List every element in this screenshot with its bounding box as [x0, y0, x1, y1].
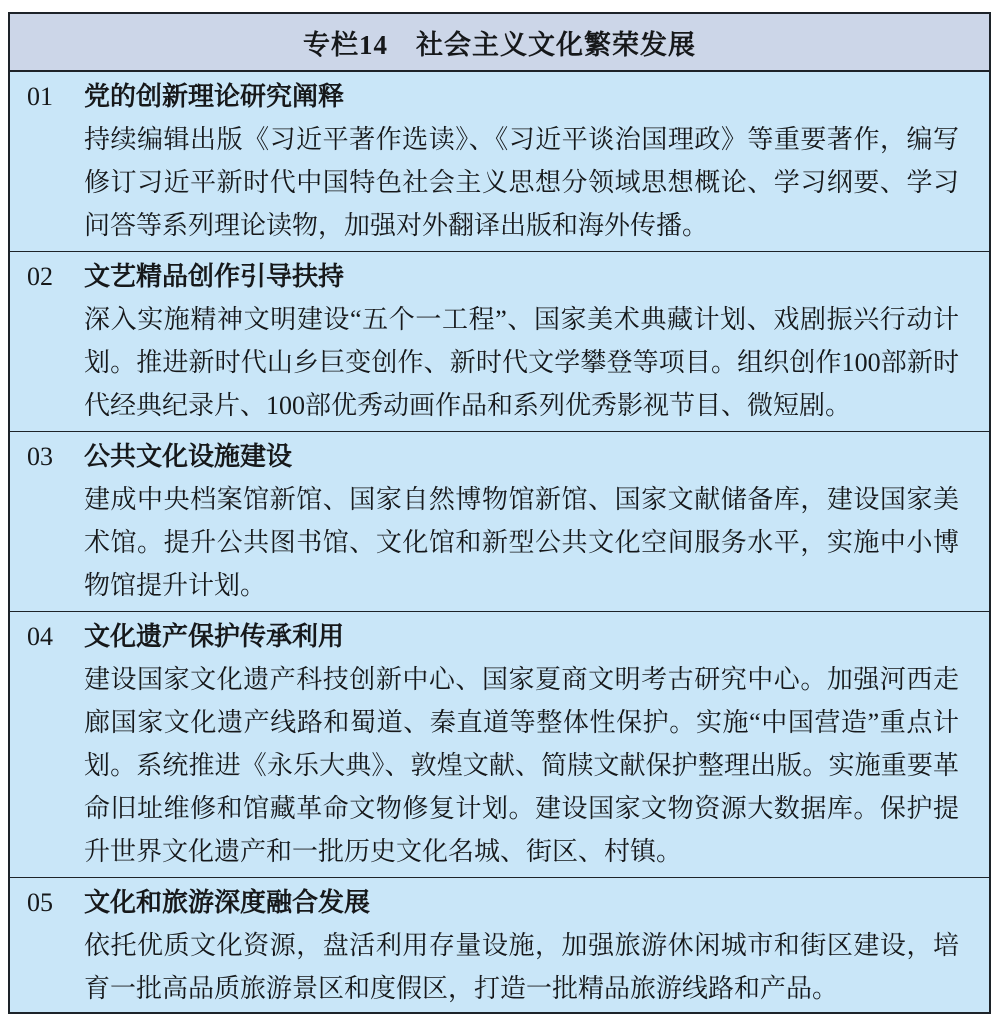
- section-heading: 文化遗产保护传承利用: [84, 622, 345, 651]
- column-box-panel: [8, 12, 991, 1014]
- panel-body: [10, 72, 989, 1014]
- section-body-text: 建成中央档案馆新馆、国家自然博物馆新馆、国家文献储备库，建设国家美术馆。提升公共图书馆、文化馆和新型公共文化空间服务水平，实施中小博物馆提升计划。: [84, 485, 959, 600]
- section-heading: 公共文化设施建设: [84, 442, 293, 471]
- section-02: [10, 251, 989, 431]
- section-01: [10, 72, 989, 251]
- section-heading: 党的创新理论研究阐释: [84, 82, 345, 111]
- section-number: 01: [27, 82, 53, 111]
- section-number: 05: [27, 888, 53, 917]
- section-number: 02: [27, 262, 53, 291]
- section-body-text: 依托优质文化资源，盘活利用存量设施，加强旅游休闲城市和街区建设，培育一批高品质旅游景区和度假区，打造一批精品旅游线路和产品。: [84, 931, 959, 1003]
- section-heading: 文化和旅游深度融合发展: [84, 888, 371, 917]
- section-04: [10, 611, 989, 877]
- section-body-text: 持续编辑出版《习近平著作选读》、《习近平谈治国理政》等重要著作，编写修订习近平新时代中国特色社会主义思想分领域思想概论、学习纲要、学习问答等系列理论读物，加强对外翻译出版和海外传播。: [84, 125, 959, 240]
- section-heading: 文艺精品创作引导扶持: [84, 262, 345, 291]
- panel-title: 专栏14 社会主义文化繁荣发展: [303, 29, 696, 60]
- section-number: 03: [27, 442, 53, 471]
- section-05: [10, 877, 989, 1014]
- section-body-text: 建设国家文化遗产科技创新中心、国家夏商文明考古研究中心。加强河西走廊国家文化遗产线路和蜀道、秦直道等整体性保护。实施“中国营造”重点计划。系统推进《永乐大典》、敦煌文献、简牍文献保护整理出版。实施重要革命旧址维修和馆藏革命文物修复计划。建设国家文物资源大数据库。保护提升世界文化遗产和一批历史文化名城、街区、村镇。: [84, 665, 959, 866]
- section-body-text: 深入实施精神文明建设“五个一工程”、国家美术典藏计划、戏剧振兴行动计划。推进新时代山乡巨变创作、新时代文学攀登等项目。组织创作100部新时代经典纪录片、100部优秀动画作品和系列优秀影视节目、微短剧。: [84, 305, 959, 420]
- section-number: 04: [27, 622, 53, 651]
- panel-header: [10, 14, 989, 72]
- section-03: [10, 431, 989, 611]
